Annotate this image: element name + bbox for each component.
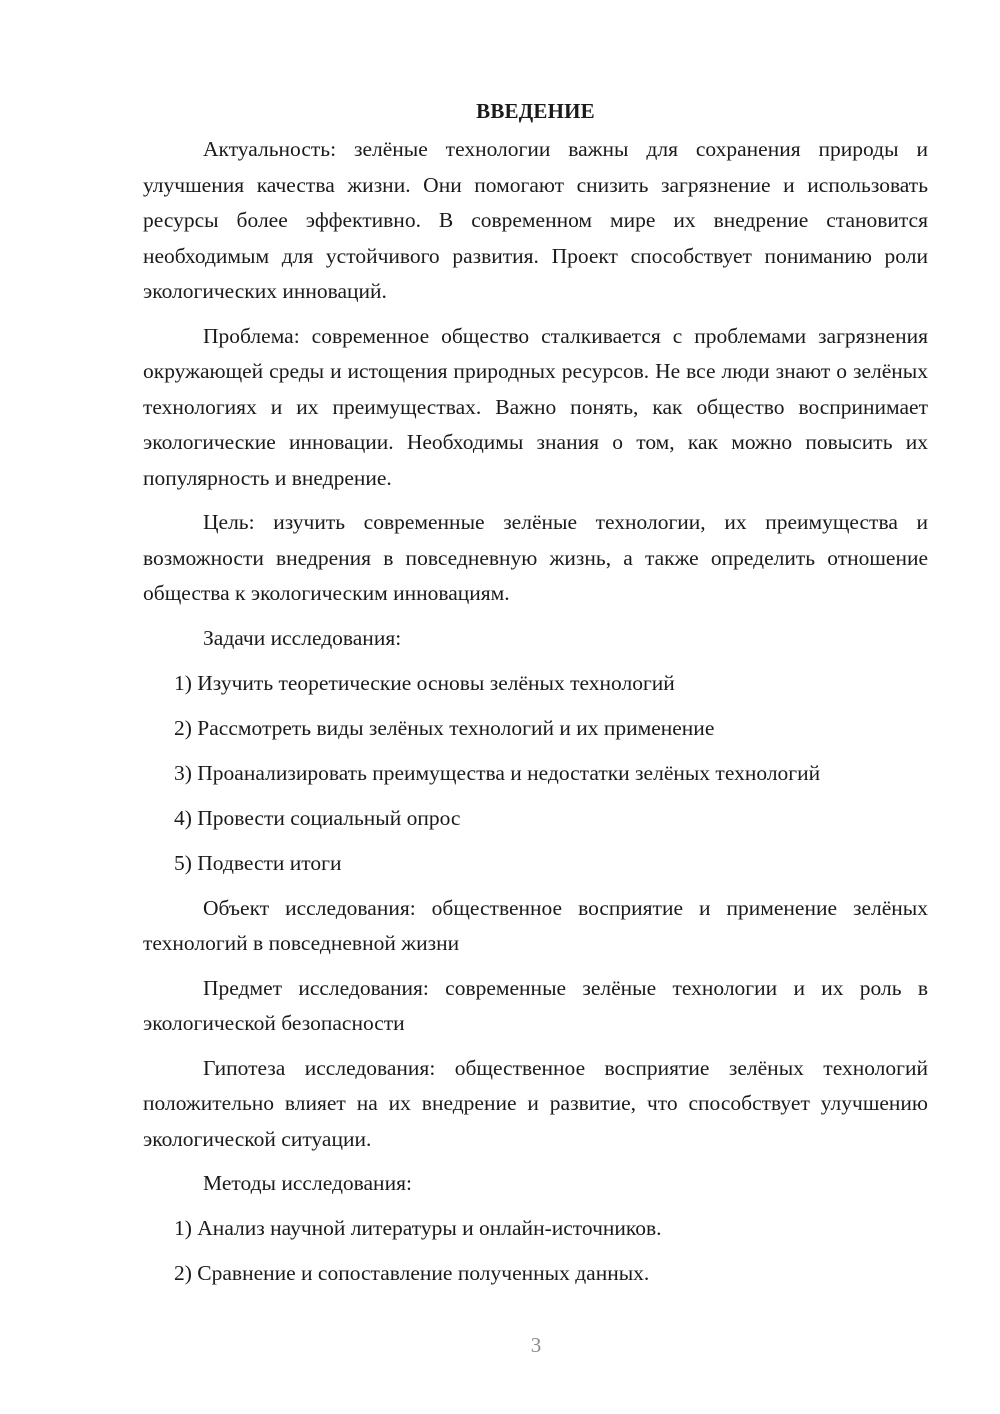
list-item: 3) Проанализировать преимущества и недостатки зелёных технологий (174, 760, 821, 785)
list-item: 1) Анализ научной литературы и онлайн-источников. (174, 1216, 662, 1240)
problem-paragraph: Проблема: современное общество сталкивается с проблемами загрязнения окружающей среды и истощения природных ресурсов. Не все люди знают о зелёных технологиях и их преимуществах. Важно понять, как общество воспринимает экологические инновации. Необходимы знания о том, как можно повысить их популярность и внедрение. (143, 323, 928, 490)
object-paragraph: Объект исследования: общественное восприятие и применение зелёных технологий в повседневной жизни (143, 895, 928, 955)
methods-list (143, 1211, 928, 1292)
tasks-list (143, 666, 928, 882)
document-page (143, 96, 928, 1301)
page-number: 3 (530, 1333, 542, 1357)
list-item: 4) Провести социальный опрос (174, 805, 461, 830)
list-item: 2) Сравнение и сопоставление полученных данных. (174, 1261, 650, 1285)
tasks-label: Задачи исследования: (203, 625, 402, 650)
list-item: 2) Рассмотреть виды зелёных технологий и их применение (174, 715, 715, 740)
document-title: ВВЕДЕНИЕ (476, 99, 595, 123)
subject-paragraph: Предмет исследования: современные зелёные технологии и их роль в экологической безопасности (143, 975, 928, 1035)
relevance-paragraph: Актуальность: зелёные технологии важны для сохранения природы и улучшения качества жизни. Они помогают снизить загрязнение и использовать ресурсы более эффективно. В современном мире их внедрение становится необходимым для устойчивого развития. Проект способствует пониманию роли экологических инноваций. (143, 137, 928, 303)
list-item: 1) Изучить теоретические основы зелёных технологий (174, 670, 675, 695)
methods-label: Методы исследования: (203, 1171, 412, 1195)
goal-paragraph: Цель: изучить современные зелёные технологии, их преимущества и возможности внедрения в повседневную жизнь, а также определить отношение общества к экологическим инновациям. (143, 510, 928, 605)
hypothesis-paragraph: Гипотеза исследования: общественное восприятие зелёных технологий положительно влияет на их внедрение и развитие, что способствует улучшению экологической ситуации. (143, 1055, 928, 1151)
list-item: 5) Подвести итоги (174, 850, 342, 875)
